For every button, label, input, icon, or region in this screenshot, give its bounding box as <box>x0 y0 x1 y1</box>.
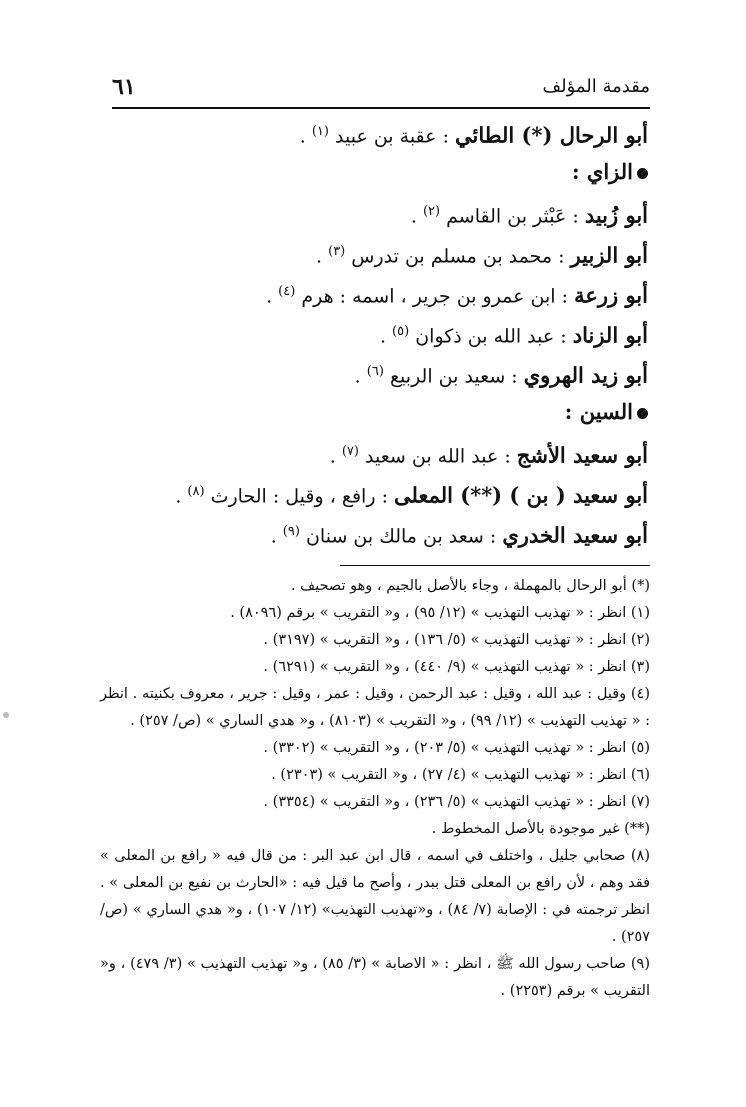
footnote-3: (٣) انظر : « تهذيب التهذيب » (٩/ ٤٤٠) ، و« التقريب » (٦٢٩١) . <box>263 659 650 675</box>
entry-value: عَبْثر بن القاسم <box>446 205 567 228</box>
entry-separator: : <box>511 365 518 388</box>
entry-abu-zinad <box>108 312 648 352</box>
section-separator: : <box>571 159 580 184</box>
footnote-5: (٥) انظر : « تهذيب التهذيب » (٥/ ٢٠٣) ، و« التقريب » (٣٣٠٢) . <box>263 740 650 756</box>
footnote-ref: (٧) <box>341 444 359 459</box>
footnote-star: (*) أبو الرحال بالمهملة ، وجاء بالأصل بالجيم ، وهو تصحيف . <box>290 578 650 594</box>
footnote-1: (١) انظر : « تهذيب التهذيب » (١٢/ ٩٥) ، و« التقريب » برقم (٨٠٩٦) . <box>230 605 650 621</box>
entry-name: أبو زرعة <box>574 282 648 308</box>
page-number: ٦١ <box>112 74 136 100</box>
footnote-ref: (٥) <box>392 324 410 339</box>
entry-end: . <box>316 245 323 268</box>
entry-name: أبو سعيد الخدري <box>502 522 648 548</box>
entry-value: سعيد بن الربيع <box>389 365 506 388</box>
section-title: السين <box>579 399 633 424</box>
section-separator: : <box>564 399 573 424</box>
entry-separator: : <box>381 485 388 508</box>
entry-end: . <box>354 365 361 388</box>
footnote-4: (٤) وقيل : عبد الله ، وقيل : عبد الرحمن ، وقيل : عمر ، وقيل : جرير ، معروف بكنيته . انظر : « تهذيب التهذيب » (١٢/ ٩٩) ، و« التقريب » (٨١٠٣) ، و« هدي الساري » (ص/ ٢٥٧) . <box>100 686 650 729</box>
bullet-icon <box>637 168 648 179</box>
entry-end: . <box>410 205 417 228</box>
entry-end: . <box>379 325 386 348</box>
entry-value: عبد الله بن سعيد <box>365 445 499 468</box>
entry-abu-said-muala <box>108 472 648 512</box>
footnote-6: (٦) انظر : « تهذيب التهذيب » (٤/ ٢٧) ، و« التقريب » (٢٣٠٣) . <box>271 767 650 783</box>
entry-value: عبد الله بن ذكوان <box>415 325 555 348</box>
entry-separator: : <box>442 125 449 148</box>
entry-abu-said-ashajj <box>108 432 648 472</box>
entry-value: سعد بن مالك بن سنان <box>305 525 484 548</box>
page-title: مقدمة المؤلف <box>542 76 650 97</box>
footnote-ref: (٤) <box>278 284 296 299</box>
footnote-7: (٧) انظر : « تهذيب التهذيب » (٥/ ٢٣٦) ، و« التقريب » (٣٣٥٤) . <box>263 794 650 810</box>
footnote-ref: (٢) <box>422 204 441 219</box>
bullet-icon <box>637 408 648 419</box>
entry-list <box>108 112 648 552</box>
entry-separator: : <box>572 205 579 228</box>
margin-speck <box>3 712 9 718</box>
entry-abu-zurah <box>108 272 648 312</box>
footnote-ref: (٣) <box>328 244 346 259</box>
footnote-divider <box>340 565 650 566</box>
section-title: الزاي <box>586 159 633 184</box>
entry-abu-zubair <box>108 232 648 272</box>
entry-end: . <box>270 525 277 548</box>
entry-end: . <box>299 125 306 148</box>
section-heading-sin <box>108 392 648 432</box>
entry-end: . <box>266 285 273 308</box>
footnote-ref: (٨) <box>187 484 205 499</box>
section-heading-zay <box>108 152 648 192</box>
entry-name: أبو سعيد الأشج <box>516 442 648 468</box>
entry-name: أبو سعيد ( بن ) (**) المعلى <box>394 482 648 508</box>
entry-abu-zubaid <box>108 192 648 232</box>
header-divider <box>112 107 650 109</box>
entry-abu-zaid-harawi <box>108 352 648 392</box>
page-header <box>112 72 650 112</box>
entry-abu-said-khudri <box>108 512 648 552</box>
entry-value: عقبة بن عبيد <box>335 125 437 148</box>
entry-separator: : <box>561 285 569 308</box>
entry-end: . <box>329 445 336 468</box>
footnote-ref: (٦) <box>366 364 384 379</box>
footnote-list <box>100 573 650 1005</box>
entry-value: محمد بن مسلم بن تدرس <box>351 245 553 268</box>
entry-end: . <box>175 485 182 508</box>
entry-name: أبو الزبير <box>570 242 648 268</box>
footnote-double-star: (**) غير موجودة بالأصل المخطوط . <box>431 821 650 837</box>
entry-abu-rahhal <box>108 112 648 152</box>
entry-value: ابن عمرو بن جرير ، اسمه : هرم <box>301 285 556 308</box>
entry-name: أبو الزناد <box>572 322 648 348</box>
entry-separator: : <box>504 445 511 468</box>
footnote-ref: (١) <box>311 124 329 139</box>
footnote-ref: (٩) <box>282 524 300 539</box>
footnote-9: (٩) صاحب رسول الله ﷺ ، انظر : « الاصابة » (٣/ ٨٥) ، و« تهذيب التهذيب » (٣/ ٤٧٩) ، و« التقريب » برقم (٢٢٥٣) . <box>100 956 650 999</box>
entry-value: رافع ، وقيل : الحارث <box>210 485 376 508</box>
entry-separator: : <box>560 325 567 348</box>
footnote-2: (٢) انظر : « تهذيب التهذيب » (٥/ ١٣٦) ، و« التقريب » (٣١٩٧) . <box>263 632 650 648</box>
entry-separator: : <box>558 245 565 268</box>
entry-separator: : <box>489 525 497 548</box>
entry-name: أبو الرحال (*) الطائي <box>455 122 648 148</box>
entry-name: أبو زيد الهروي <box>523 362 648 388</box>
footnote-8: (٨) صحابي جليل ، واختلف في اسمه ، قال ابن عبد البر : من قال فيه « رافع بن المعلى » فقد وهم ، لأن رافع بن المعلى قتل ببدر ، وأصح ما قيل فيه : «الحارث بن نفيع بن المعلى » . انظر ترجمته في : الإصابة (٧/ ٨٤) ، و«تهذيب التهذيب» (١٢/ ١٠٧) ، و« هدي الساري » (ص/ ٢٥٧) . <box>100 848 650 945</box>
entry-name: أبو زُبيد <box>584 202 648 228</box>
